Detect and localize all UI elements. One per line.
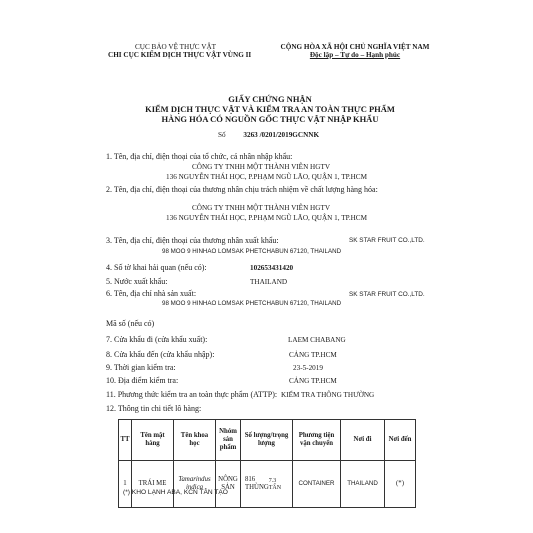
field-departure-port-label: 7. Cửa khẩu đi (cửa khẩu xuất): <box>106 335 208 344</box>
field-shipment-details-label: 12. Thông tin chi tiết lô hàng: <box>106 404 202 413</box>
title-line1: GIẤY CHỨNG NHẬN <box>228 94 312 104</box>
col-header-scientific: Tên khoa học <box>174 420 216 461</box>
field-arrival-port-value: CẢNG TP.HCM <box>289 351 337 359</box>
title-line3: HÀNG HÓA CÓ NGUỒN GỐC THỰC VẬT NHẬP KHẨU <box>161 114 379 124</box>
field-customs-declaration-label: 4. Số tờ khai hải quan (nếu có): <box>106 263 207 272</box>
field-importer-label: 1. Tên, địa chỉ, điện thoại của tổ chức, cá nhân nhập khẩu: <box>106 152 293 161</box>
cell-quantity-count: 816 THÙNG <box>245 476 269 491</box>
field-exporter-address: 98 MOO 9 HINHAO LOMSAK PHETCHABUN 67120, THAILAND <box>162 248 342 255</box>
cell-destination: (*) <box>385 461 416 508</box>
col-header-transport: Phương tiện vận chuyển <box>293 420 341 461</box>
col-header-destination: Nơi đến <box>385 420 416 461</box>
field-inspection-place-value: CẢNG TP.HCM <box>289 377 337 385</box>
header-republic: CỘNG HÒA XÃ HỘI CHỦ NGHĨA VIỆT NAM <box>280 43 430 51</box>
col-header-item: Tên mặt hàng <box>132 420 174 461</box>
cell-group: NÔNG SẢN <box>216 461 241 508</box>
header-agency-line2: CHI CỤC KIỂM DỊCH THỰC VẬT VÙNG II <box>108 51 252 59</box>
field-inspection-time-label: 9. Thời gian kiểm tra: <box>106 363 176 372</box>
header-agency <box>108 43 252 59</box>
header-national-motto <box>260 43 450 59</box>
field-responsible-label: 2. Tên, địa chỉ, điện thoại của thương nhân chịu trách nhiệm về chất lượng hàng hóa: <box>106 185 378 194</box>
field-inspection-method-label: 11. Phương thức kiểm tra an toàn thực phẩm (ATTP): <box>106 390 278 399</box>
cell-tt: 1 <box>119 461 132 508</box>
cell-item: TRÁI ME <box>132 461 174 508</box>
col-header-tt: TT <box>119 420 132 461</box>
field-responsible-name: CÔNG TY TNHH MỘT THÀNH VIÊN HGTV <box>192 204 331 212</box>
field-producer-address: 98 MOO 9 HINHAO LOMSAK PHETCHABUN 67120, THAILAND <box>162 300 342 307</box>
col-header-origin: Nơi đi <box>341 420 385 461</box>
field-importer-name: CÔNG TY TNHH MỘT THÀNH VIÊN HGTV <box>192 163 331 171</box>
header-motto: Độc lập – Tự do – Hạnh phúc <box>309 51 401 59</box>
col-header-group: Nhóm sản phẩm <box>216 420 241 461</box>
field-importer-address: 136 NGUYỄN THÁI HỌC, P.PHẠM NGŨ LÃO, QUẬN 1, TP.HCM <box>166 173 367 181</box>
header-agency-line1: CỤC BẢO VỆ THỰC VẬT <box>134 43 217 51</box>
cell-quantity <box>241 461 293 508</box>
field-producer-label: 6. Tên, địa chỉ nhà sản xuất: <box>106 289 197 298</box>
field-export-country-label: 5. Nước xuất khẩu: <box>106 277 168 286</box>
field-exporter-label: 3. Tên, địa chỉ, điện thoại của thương nhân xuất khẩu: <box>106 236 279 245</box>
field-inspection-place-label: 10. Địa điểm kiểm tra: <box>106 376 179 385</box>
field-responsible-address: 136 NGUYỄN THÁI HỌC, P.PHẠM NGŨ LÃO, QUẬN 1, TP.HCM <box>166 214 367 222</box>
cell-origin: THAILAND <box>341 461 385 508</box>
title-line2: KIỂM DỊCH THỰC VẬT VÀ KIỂM TRA AN TOÀN THỰC PHẨM <box>145 104 395 114</box>
table-row <box>119 461 416 508</box>
field-code-label: Mã số (nếu có) <box>106 319 155 328</box>
col-header-quantity: Số lượng/trọng lượng <box>241 420 293 461</box>
field-inspection-method-value: KIỂM TRA THÔNG THƯỜNG <box>281 391 375 399</box>
field-producer-name: SK STAR FRUIT CO.,LTD. <box>349 291 425 298</box>
certificate-number <box>218 131 319 139</box>
number-label: Số <box>218 131 226 139</box>
number-value: 3263 /0201/2019GCNNK <box>243 131 320 139</box>
cell-transport: CONTAINER <box>293 461 341 508</box>
field-exporter-name: SK STAR FRUIT CO.,LTD. <box>349 237 425 244</box>
cell-quantity-weight: 7.3 TẤN <box>268 478 282 491</box>
field-arrival-port-label: 8. Cửa khẩu đến (cửa khẩu nhập): <box>106 350 215 359</box>
document-title <box>100 94 440 124</box>
field-export-country-value: THAILAND <box>250 278 288 286</box>
field-departure-port-value: LAEM CHABANG <box>288 336 346 344</box>
cell-scientific: Tamarindus indica <box>174 461 216 508</box>
field-customs-declaration-value: 102653431420 <box>250 264 294 272</box>
footnote: (*) KHO LẠNH ABA, KCN TÂN TẠO <box>123 489 228 496</box>
field-inspection-time-value: 23-5-2019 <box>293 364 323 372</box>
table-header-row <box>119 420 416 461</box>
